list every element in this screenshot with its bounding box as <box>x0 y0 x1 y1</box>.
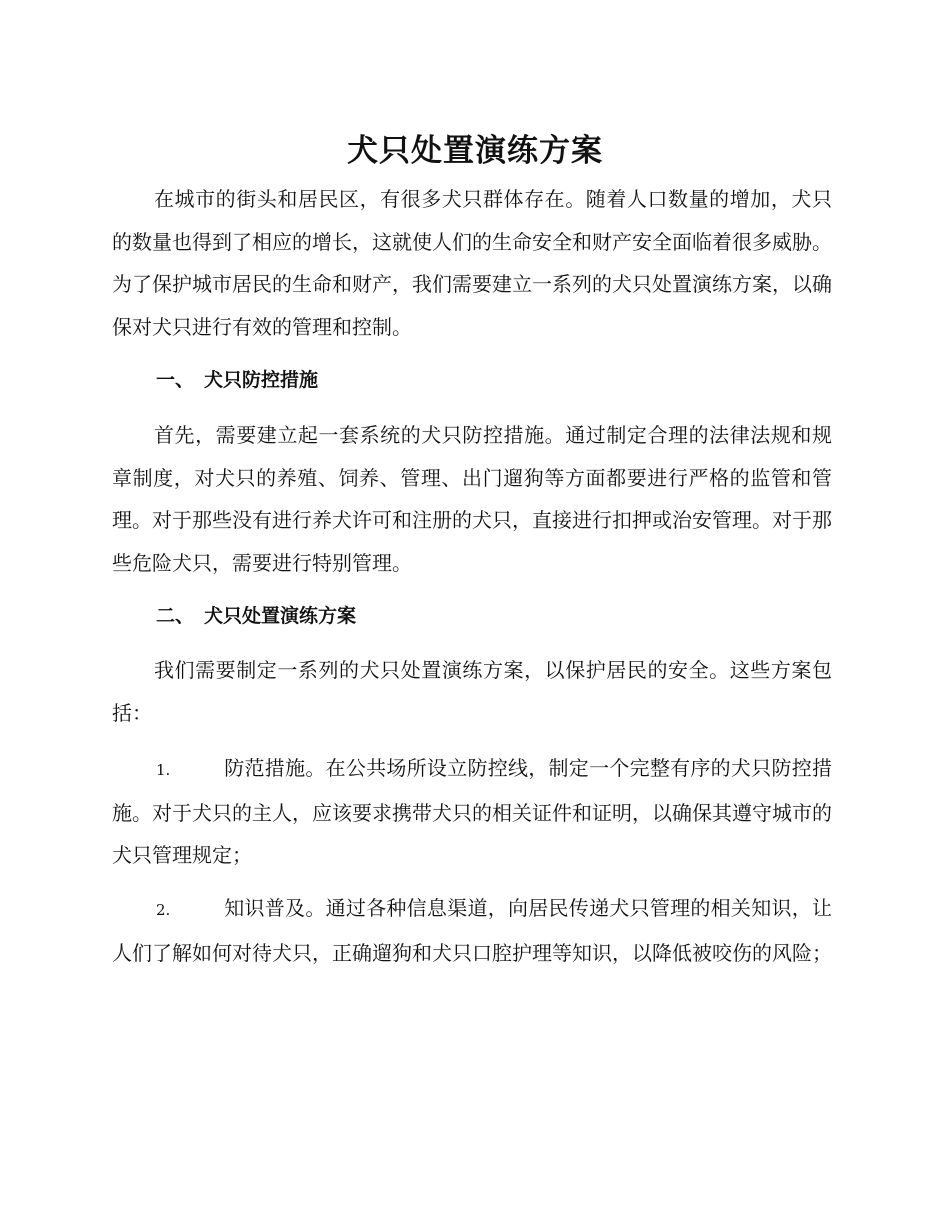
list-text-2: 知识普及。通过各种信息渠道，向居民传递犬只管理的相关知识，让人们了解如何对待犬只，正确遛狗和犬只口腔护理等知识，以降低被咬伤的风险； <box>112 896 832 965</box>
section-title-1: 犬只防控措施 <box>204 369 319 391</box>
list-item-1 <box>112 747 832 877</box>
section-body-2: 我们需要制定一系列的犬只处置演练方案，以保护居民的安全。这些方案包括： <box>112 658 832 725</box>
list-text-1: 防范措施。在公共场所设立防控线，制定一个完整有序的犬只防控措施。对于犬只的主人，应该要求携带犬只的相关证件和证明，以确保其遵守城市的犬只管理规定； <box>112 756 832 867</box>
section-number-2: 二、 <box>156 605 195 627</box>
section-number-1: 一、 <box>156 369 195 391</box>
document-title: 犬只处置演练方案 <box>347 133 603 169</box>
section-heading-1 <box>156 365 836 395</box>
section-heading-2 <box>156 601 836 631</box>
intro-paragraph: 在城市的街头和居民区，有很多犬只群体存在。随着人口数量的增加，犬只的数量也得到了相应的增长，这就使人们的生命安全和财产安全面临着很多威胁。为了保护城市居民的生命和财产，我们需要建立一系列的犬只处置演练方案，以确保对犬只进行有效的管理和控制。 <box>112 187 832 339</box>
section-title-2: 犬只处置演练方案 <box>204 605 357 627</box>
list-item-2 <box>112 887 832 974</box>
section-body-1: 首先，需要建立起一套系统的犬只防控措施。通过制定合理的法律法规和规章制度，对犬只的养殖、饲养、管理、出门遛狗等方面都要进行严格的监管和管理。对于那些没有进行养犬许可和注册的犬只，直接进行扣押或治安管理。对于那些危险犬只，需要进行特别管理。 <box>112 423 832 575</box>
list-marker-2: 2. <box>156 901 171 919</box>
list-marker-1: 1. <box>156 761 171 779</box>
